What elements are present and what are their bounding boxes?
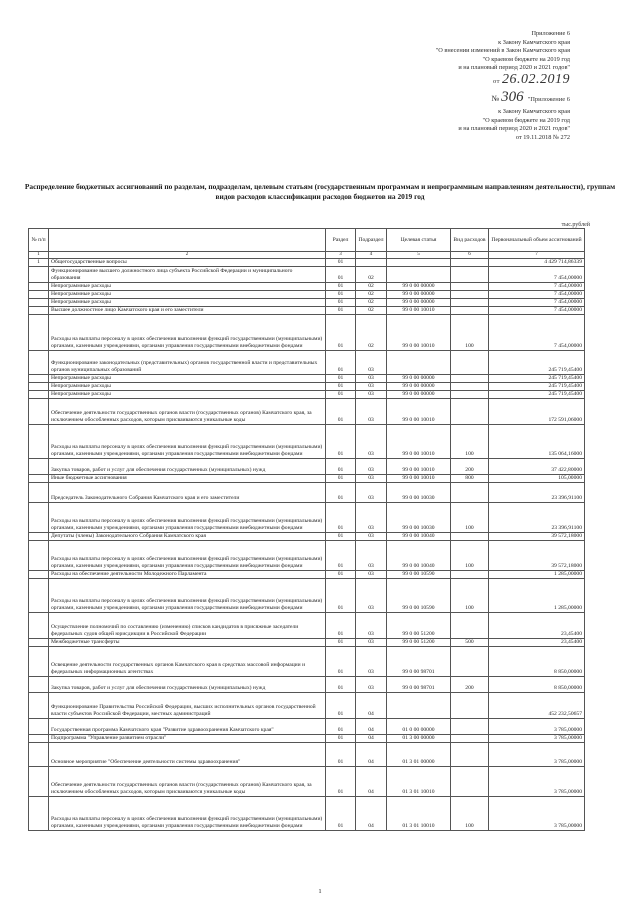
row-subsection: 03 — [356, 647, 387, 677]
row-name: Общегосударственные вопросы — [49, 259, 326, 267]
table-row — [29, 307, 585, 315]
row-expense-type: 100 — [451, 797, 489, 831]
header-line: к Закону Камчатского края — [498, 38, 570, 46]
row-number — [29, 299, 49, 307]
row-number — [29, 541, 49, 571]
row-target-article: 99 0 00 98701 — [387, 647, 451, 677]
row-name: Осуществление полномочий по составлению (изменению) списков кандидатов в присяжные заседатели федеральных судов общей юрисдикции в Российской Федерации — [49, 613, 326, 639]
row-expense-type — [451, 267, 489, 283]
row-number: 1 — [29, 259, 49, 267]
row-section: 01 — [326, 613, 356, 639]
header-line: и на плановый период 2020 и 2021 годов" — [458, 125, 570, 133]
row-amount: 8 850,00000 — [489, 677, 585, 693]
table-row — [29, 693, 585, 719]
row-expense-type — [451, 291, 489, 299]
row-section: 01 — [326, 425, 356, 459]
row-amount: 1 285,00000 — [489, 571, 585, 579]
number-suffix: "Приложение 6 — [527, 95, 570, 103]
row-amount: 8 850,00000 — [489, 647, 585, 677]
row-target-article: 99 0 00 00000 — [387, 299, 451, 307]
col-number: № п/п — [29, 229, 49, 252]
row-subsection: 04 — [356, 735, 387, 743]
row-amount: 7 454,00000 — [489, 291, 585, 299]
col-subsection: Подраздел — [356, 229, 387, 252]
row-section: 01 — [326, 375, 356, 383]
row-subsection: 03 — [356, 677, 387, 693]
row-number — [29, 533, 49, 541]
col-index: 2 — [49, 252, 326, 259]
number-prefix: № — [491, 93, 500, 103]
row-expense-type — [451, 283, 489, 291]
row-amount: 23,45400 — [489, 613, 585, 639]
row-number — [29, 267, 49, 283]
table-row — [29, 735, 585, 743]
header-line: к Закону Камчатского края — [498, 107, 570, 115]
row-subsection: 03 — [356, 399, 387, 425]
table-row — [29, 375, 585, 383]
date-prefix: от — [492, 77, 500, 85]
row-expense-type: 100 — [451, 579, 489, 613]
row-section: 01 — [326, 315, 356, 351]
row-section: 01 — [326, 797, 356, 831]
col-index: 3 — [326, 252, 356, 259]
row-section: 01 — [326, 541, 356, 571]
row-expense-type — [451, 383, 489, 391]
header-line: "О краевом бюджете на 2019 год — [482, 116, 570, 124]
row-name: Расходы на выплаты персоналу в целях обеспечения выполнения функций государственными (муниципальными) органами, казенными учреждениями, органами управления государственными внебюджетными фондами — [49, 797, 326, 831]
row-number — [29, 459, 49, 475]
row-expense-type — [451, 647, 489, 677]
row-expense-type — [451, 693, 489, 719]
row-expense-type — [451, 259, 489, 267]
row-expense-type — [451, 391, 489, 399]
row-target-article: 99 0 00 10010 — [387, 315, 451, 351]
row-number — [29, 571, 49, 579]
table-row — [29, 299, 585, 307]
col-section: Раздел — [326, 229, 356, 252]
row-section: 01 — [326, 767, 356, 797]
row-expense-type — [451, 719, 489, 735]
row-subsection: 03 — [356, 425, 387, 459]
row-expense-type: 100 — [451, 503, 489, 533]
row-number — [29, 425, 49, 459]
row-name: Непрограммные расходы — [49, 283, 326, 291]
row-target-article: 99 0 00 00000 — [387, 383, 451, 391]
table-row — [29, 743, 585, 767]
row-subsection: 03 — [356, 503, 387, 533]
row-subsection: 03 — [356, 639, 387, 647]
table-row — [29, 483, 585, 503]
row-name: Государственная программа Камчатского края "Развитие здравоохранения Камчатского края" — [49, 719, 326, 735]
unit-label: тыс.рублей — [561, 222, 590, 228]
row-number — [29, 315, 49, 351]
table-row — [29, 579, 585, 613]
row-target-article: 99 0 00 51200 — [387, 639, 451, 647]
table-header-row — [29, 229, 585, 252]
row-name: Функционирование высшего должностного лица субъекта Российской Федерации и муниципального образования — [49, 267, 326, 283]
row-amount: 7 454,00000 — [489, 299, 585, 307]
row-subsection: 03 — [356, 391, 387, 399]
col-name — [49, 229, 326, 252]
col-index: 5 — [387, 252, 451, 259]
row-expense-type: 100 — [451, 541, 489, 571]
row-section: 01 — [326, 483, 356, 503]
row-name: Расходы на выплаты персоналу в целях обеспечения выполнения функций государственными (муниципальными) органами, казенными учреждениями, органами управления государственными внебюджетными фондами — [49, 503, 326, 533]
row-subsection: 03 — [356, 351, 387, 375]
header-line: "О краевом бюджете на 2019 год — [482, 55, 570, 63]
document-title: Распределение бюджетных ассигнований по разделам, подразделам, целевым статьям (государственным программам и непрограммным направлениям деятельности), группам видов расходов классификации расходов бюджетов на 2019 год — [24, 182, 616, 201]
row-expense-type: 100 — [451, 425, 489, 459]
row-number — [29, 647, 49, 677]
row-name: Расходы на выплаты персоналу в целях обеспечения выполнения функций государственными (муниципальными) органами, казенными учреждениями, органами управления государственными внебюджетными фондами — [49, 425, 326, 459]
row-target-article: 99 0 00 10590 — [387, 571, 451, 579]
row-number — [29, 579, 49, 613]
row-subsection: 04 — [356, 719, 387, 735]
row-amount: 3 785,00000 — [489, 797, 585, 831]
table-row — [29, 391, 585, 399]
row-name: Непрограммные расходы — [49, 383, 326, 391]
row-amount: 1 285,00000 — [489, 579, 585, 613]
row-amount: 23 396,91100 — [489, 483, 585, 503]
row-expense-type — [451, 299, 489, 307]
table-row — [29, 425, 585, 459]
row-section: 01 — [326, 383, 356, 391]
col-index: 7 — [489, 252, 585, 259]
row-target-article: 01 3 01 00000 — [387, 743, 451, 767]
table-row — [29, 797, 585, 831]
row-subsection: 03 — [356, 613, 387, 639]
stamp-date-value: 26.02.2019 — [502, 71, 570, 87]
row-name: Непрограммные расходы — [49, 299, 326, 307]
row-amount: 23,45400 — [489, 639, 585, 647]
row-target-article: 99 0 00 10040 — [387, 541, 451, 571]
row-name: Расходы на обеспечение деятельности Молодежного Парламента — [49, 571, 326, 579]
row-section: 01 — [326, 647, 356, 677]
row-name: Основное мероприятие "Обеспечение деятельности системы здравоохранения" — [49, 743, 326, 767]
row-number — [29, 283, 49, 291]
approval-header — [310, 30, 570, 142]
row-expense-type — [451, 533, 489, 541]
col-index: 4 — [356, 252, 387, 259]
row-name: Иные бюджетные ассигнования — [49, 475, 326, 483]
row-target-article: 01 0 00 00000 — [387, 719, 451, 735]
row-expense-type — [451, 743, 489, 767]
row-number — [29, 767, 49, 797]
row-amount: 7 454,00000 — [489, 267, 585, 283]
row-subsection: 03 — [356, 459, 387, 475]
row-section: 01 — [326, 259, 356, 267]
row-target-article: 99 0 00 51200 — [387, 613, 451, 639]
row-name: Подпрограмма "Управление развитием отрасли" — [49, 735, 326, 743]
row-section: 01 — [326, 743, 356, 767]
row-subsection: 03 — [356, 533, 387, 541]
table-row — [29, 315, 585, 351]
row-number — [29, 639, 49, 647]
col-expense-type: Вид расходов — [451, 229, 489, 252]
row-amount: 245 719,45400 — [489, 391, 585, 399]
row-name: Расходы на выплаты персоналу в целях обеспечения выполнения функций государственными (муниципальными) органами, казенными учреждениями, органами управления государственными внебюджетными фондами — [49, 541, 326, 571]
row-expense-type — [451, 571, 489, 579]
header-top-lines — [310, 30, 570, 73]
stamp-number — [310, 89, 570, 108]
row-number — [29, 797, 49, 831]
header-line: "О внесении изменений в Закон Камчатского края — [435, 47, 570, 55]
col-index: 1 — [29, 252, 49, 259]
table-row — [29, 351, 585, 375]
row-section: 01 — [326, 579, 356, 613]
col-index: 6 — [451, 252, 489, 259]
row-subsection — [356, 259, 387, 267]
row-target-article: 99 0 00 10010 — [387, 459, 451, 475]
row-target-article: 99 0 00 00000 — [387, 283, 451, 291]
row-subsection: 03 — [356, 375, 387, 383]
row-expense-type — [451, 613, 489, 639]
row-expense-type: 500 — [451, 639, 489, 647]
table-row — [29, 677, 585, 693]
header-line: и на плановый период 2020 и 2021 годов" — [458, 64, 570, 72]
row-section: 01 — [326, 639, 356, 647]
row-number — [29, 743, 49, 767]
row-amount: 39 572,18000 — [489, 541, 585, 571]
row-target-article — [387, 259, 451, 267]
row-name: Функционирование Правительства Российской Федерации, высших исполнительных органов государственной власти субъектов Российской Федерации, местных администраций — [49, 693, 326, 719]
col-amount: Первоначальный объем ассигнований — [489, 229, 585, 252]
row-number — [29, 375, 49, 383]
row-section: 01 — [326, 391, 356, 399]
header-bottom-lines — [310, 108, 570, 142]
table-row — [29, 571, 585, 579]
row-target-article: 99 0 00 10590 — [387, 579, 451, 613]
row-target-article — [387, 693, 451, 719]
row-section: 01 — [326, 719, 356, 735]
row-number — [29, 503, 49, 533]
row-subsection: 02 — [356, 291, 387, 299]
row-name: Расходы на выплаты персоналу в целях обеспечения выполнения функций государственными (муниципальными) органами, казенными учреждениями, органами управления государственными внебюджетными фондами — [49, 579, 326, 613]
table-body — [29, 259, 585, 831]
row-name: Непрограммные расходы — [49, 291, 326, 299]
table-row — [29, 475, 585, 483]
table-row — [29, 767, 585, 797]
row-section: 01 — [326, 459, 356, 475]
col-target-article: Целевая статья — [387, 229, 451, 252]
row-expense-type: 200 — [451, 677, 489, 693]
row-expense-type — [451, 351, 489, 375]
row-section: 01 — [326, 677, 356, 693]
row-name: Функционирование законодательных (представительных) органов государственной власти и представительных органов муниципальных образований — [49, 351, 326, 375]
row-amount: 7 454,00000 — [489, 315, 585, 351]
table-row — [29, 383, 585, 391]
table-row — [29, 399, 585, 425]
row-section: 01 — [326, 475, 356, 483]
row-amount: 7 454,00000 — [489, 283, 585, 291]
row-amount: 245 719,45400 — [489, 375, 585, 383]
row-expense-type — [451, 375, 489, 383]
page-number: 1 — [318, 888, 322, 895]
row-amount: 3 785,00000 — [489, 767, 585, 797]
row-amount: 23 396,91100 — [489, 503, 585, 533]
table-row — [29, 283, 585, 291]
row-target-article: 01 3 01 10010 — [387, 767, 451, 797]
table-row — [29, 503, 585, 533]
row-expense-type: 100 — [451, 315, 489, 351]
table-row — [29, 267, 585, 283]
row-expense-type — [451, 767, 489, 797]
row-section: 01 — [326, 351, 356, 375]
row-target-article: 01 3 00 00000 — [387, 735, 451, 743]
row-number — [29, 475, 49, 483]
row-subsection: 03 — [356, 571, 387, 579]
table-row — [29, 613, 585, 639]
row-amount: 172 591,06000 — [489, 399, 585, 425]
row-name: Расходы на выплаты персоналу в целях обеспечения выполнения функций государственными (муниципальными) органами, казенными учреждениями, органами управления государственными внебюджетными фондами — [49, 315, 326, 351]
row-expense-type — [451, 735, 489, 743]
row-number — [29, 351, 49, 375]
row-amount: 39 572,18000 — [489, 533, 585, 541]
row-number — [29, 693, 49, 719]
row-number — [29, 613, 49, 639]
row-subsection: 04 — [356, 767, 387, 797]
row-target-article: 99 0 00 00000 — [387, 291, 451, 299]
row-number — [29, 735, 49, 743]
stamp-date — [310, 73, 570, 89]
row-amount: 245 719,45400 — [489, 383, 585, 391]
row-name: Непрограммные расходы — [49, 391, 326, 399]
row-name: Непрограммные расходы — [49, 375, 326, 383]
table-row — [29, 459, 585, 475]
row-amount: 7 454,00000 — [489, 307, 585, 315]
stamp-number-value: 306 — [501, 88, 524, 105]
row-section: 01 — [326, 735, 356, 743]
row-section: 01 — [326, 693, 356, 719]
row-subsection: 02 — [356, 299, 387, 307]
row-subsection: 03 — [356, 475, 387, 483]
row-target-article: 99 0 00 00000 — [387, 391, 451, 399]
row-target-article — [387, 267, 451, 283]
table-row — [29, 533, 585, 541]
row-expense-type — [451, 399, 489, 425]
header-line: Приложение 6 — [531, 30, 570, 37]
row-expense-type: 800 — [451, 475, 489, 483]
row-amount: 4 429 714,86339 — [489, 259, 585, 267]
row-subsection: 03 — [356, 541, 387, 571]
row-section: 01 — [326, 503, 356, 533]
row-target-article: 99 0 00 10010 — [387, 425, 451, 459]
row-name: Обеспечение деятельности государственных органов власти (государственных органов) Камчатского края, за исключением обособленных расходов, которым присваиваются уникальные коды — [49, 767, 326, 797]
row-amount: 3 785,00000 — [489, 719, 585, 735]
row-number — [29, 291, 49, 299]
row-target-article: 99 0 00 98701 — [387, 677, 451, 693]
row-subsection: 04 — [356, 693, 387, 719]
table-row — [29, 259, 585, 267]
row-expense-type: 200 — [451, 459, 489, 475]
row-target-article: 99 0 00 10040 — [387, 533, 451, 541]
row-amount: 3 785,00000 — [489, 743, 585, 767]
row-section: 01 — [326, 291, 356, 299]
row-target-article — [387, 351, 451, 375]
row-number — [29, 383, 49, 391]
row-target-article: 99 0 00 10010 — [387, 399, 451, 425]
row-subsection: 02 — [356, 307, 387, 315]
row-name: Председатель Законодательного Собрания Камчатского края и его заместители — [49, 483, 326, 503]
row-expense-type — [451, 483, 489, 503]
row-section: 01 — [326, 533, 356, 541]
table-row — [29, 291, 585, 299]
row-amount: 135 064,16000 — [489, 425, 585, 459]
row-target-article: 99 0 00 10030 — [387, 483, 451, 503]
table-row — [29, 639, 585, 647]
row-target-article: 99 0 00 10030 — [387, 503, 451, 533]
table-row — [29, 719, 585, 735]
row-subsection: 03 — [356, 579, 387, 613]
row-number — [29, 399, 49, 425]
header-line: от 19.11.2018 № 272 — [515, 133, 570, 141]
table-row — [29, 647, 585, 677]
row-amount: 245 719,45400 — [489, 351, 585, 375]
table-row — [29, 541, 585, 571]
row-target-article: 99 0 00 10010 — [387, 475, 451, 483]
row-section: 01 — [326, 571, 356, 579]
row-section: 01 — [326, 299, 356, 307]
row-number — [29, 307, 49, 315]
row-target-article: 99 0 00 10010 — [387, 307, 451, 315]
row-section: 01 — [326, 283, 356, 291]
row-subsection: 03 — [356, 483, 387, 503]
row-amount: 105,00000 — [489, 475, 585, 483]
row-section: 01 — [326, 399, 356, 425]
budget-table — [28, 228, 585, 831]
row-subsection: 04 — [356, 743, 387, 767]
row-amount: 3 785,00000 — [489, 735, 585, 743]
row-name: Межбюджетные трансферты — [49, 639, 326, 647]
row-subsection: 02 — [356, 315, 387, 351]
row-section: 01 — [326, 307, 356, 315]
row-target-article: 99 0 00 00000 — [387, 375, 451, 383]
row-target-article: 01 3 01 10010 — [387, 797, 451, 831]
row-name: Закупка товаров, работ и услуг для обеспечения государственных (муниципальных) нужд — [49, 677, 326, 693]
row-number — [29, 391, 49, 399]
row-name: Высшее должностное лицо Камчатского края и его заместители — [49, 307, 326, 315]
table-index-row — [29, 252, 585, 259]
row-name: Обеспечение деятельности государственных органов власти (государственных органов) Камчатского края, за исключением обособленных расходов, которым присваиваются уникальные коды — [49, 399, 326, 425]
row-subsection: 03 — [356, 383, 387, 391]
row-subsection: 04 — [356, 797, 387, 831]
row-subsection: 02 — [356, 267, 387, 283]
row-amount: 37 422,80000 — [489, 459, 585, 475]
row-expense-type — [451, 307, 489, 315]
row-name: Закупка товаров, работ и услуг для обеспечения государственных (муниципальных) нужд — [49, 459, 326, 475]
row-section: 01 — [326, 267, 356, 283]
row-number — [29, 483, 49, 503]
row-name: Депутаты (члены) Законодательного Собрания Камчатского края — [49, 533, 326, 541]
row-number — [29, 719, 49, 735]
row-number — [29, 677, 49, 693]
row-amount: 452 232,50657 — [489, 693, 585, 719]
row-name: Освещение деятельности государственных органов Камчатского края в средствах массовой информации и федеральных информационных агентствах — [49, 647, 326, 677]
row-subsection: 02 — [356, 283, 387, 291]
